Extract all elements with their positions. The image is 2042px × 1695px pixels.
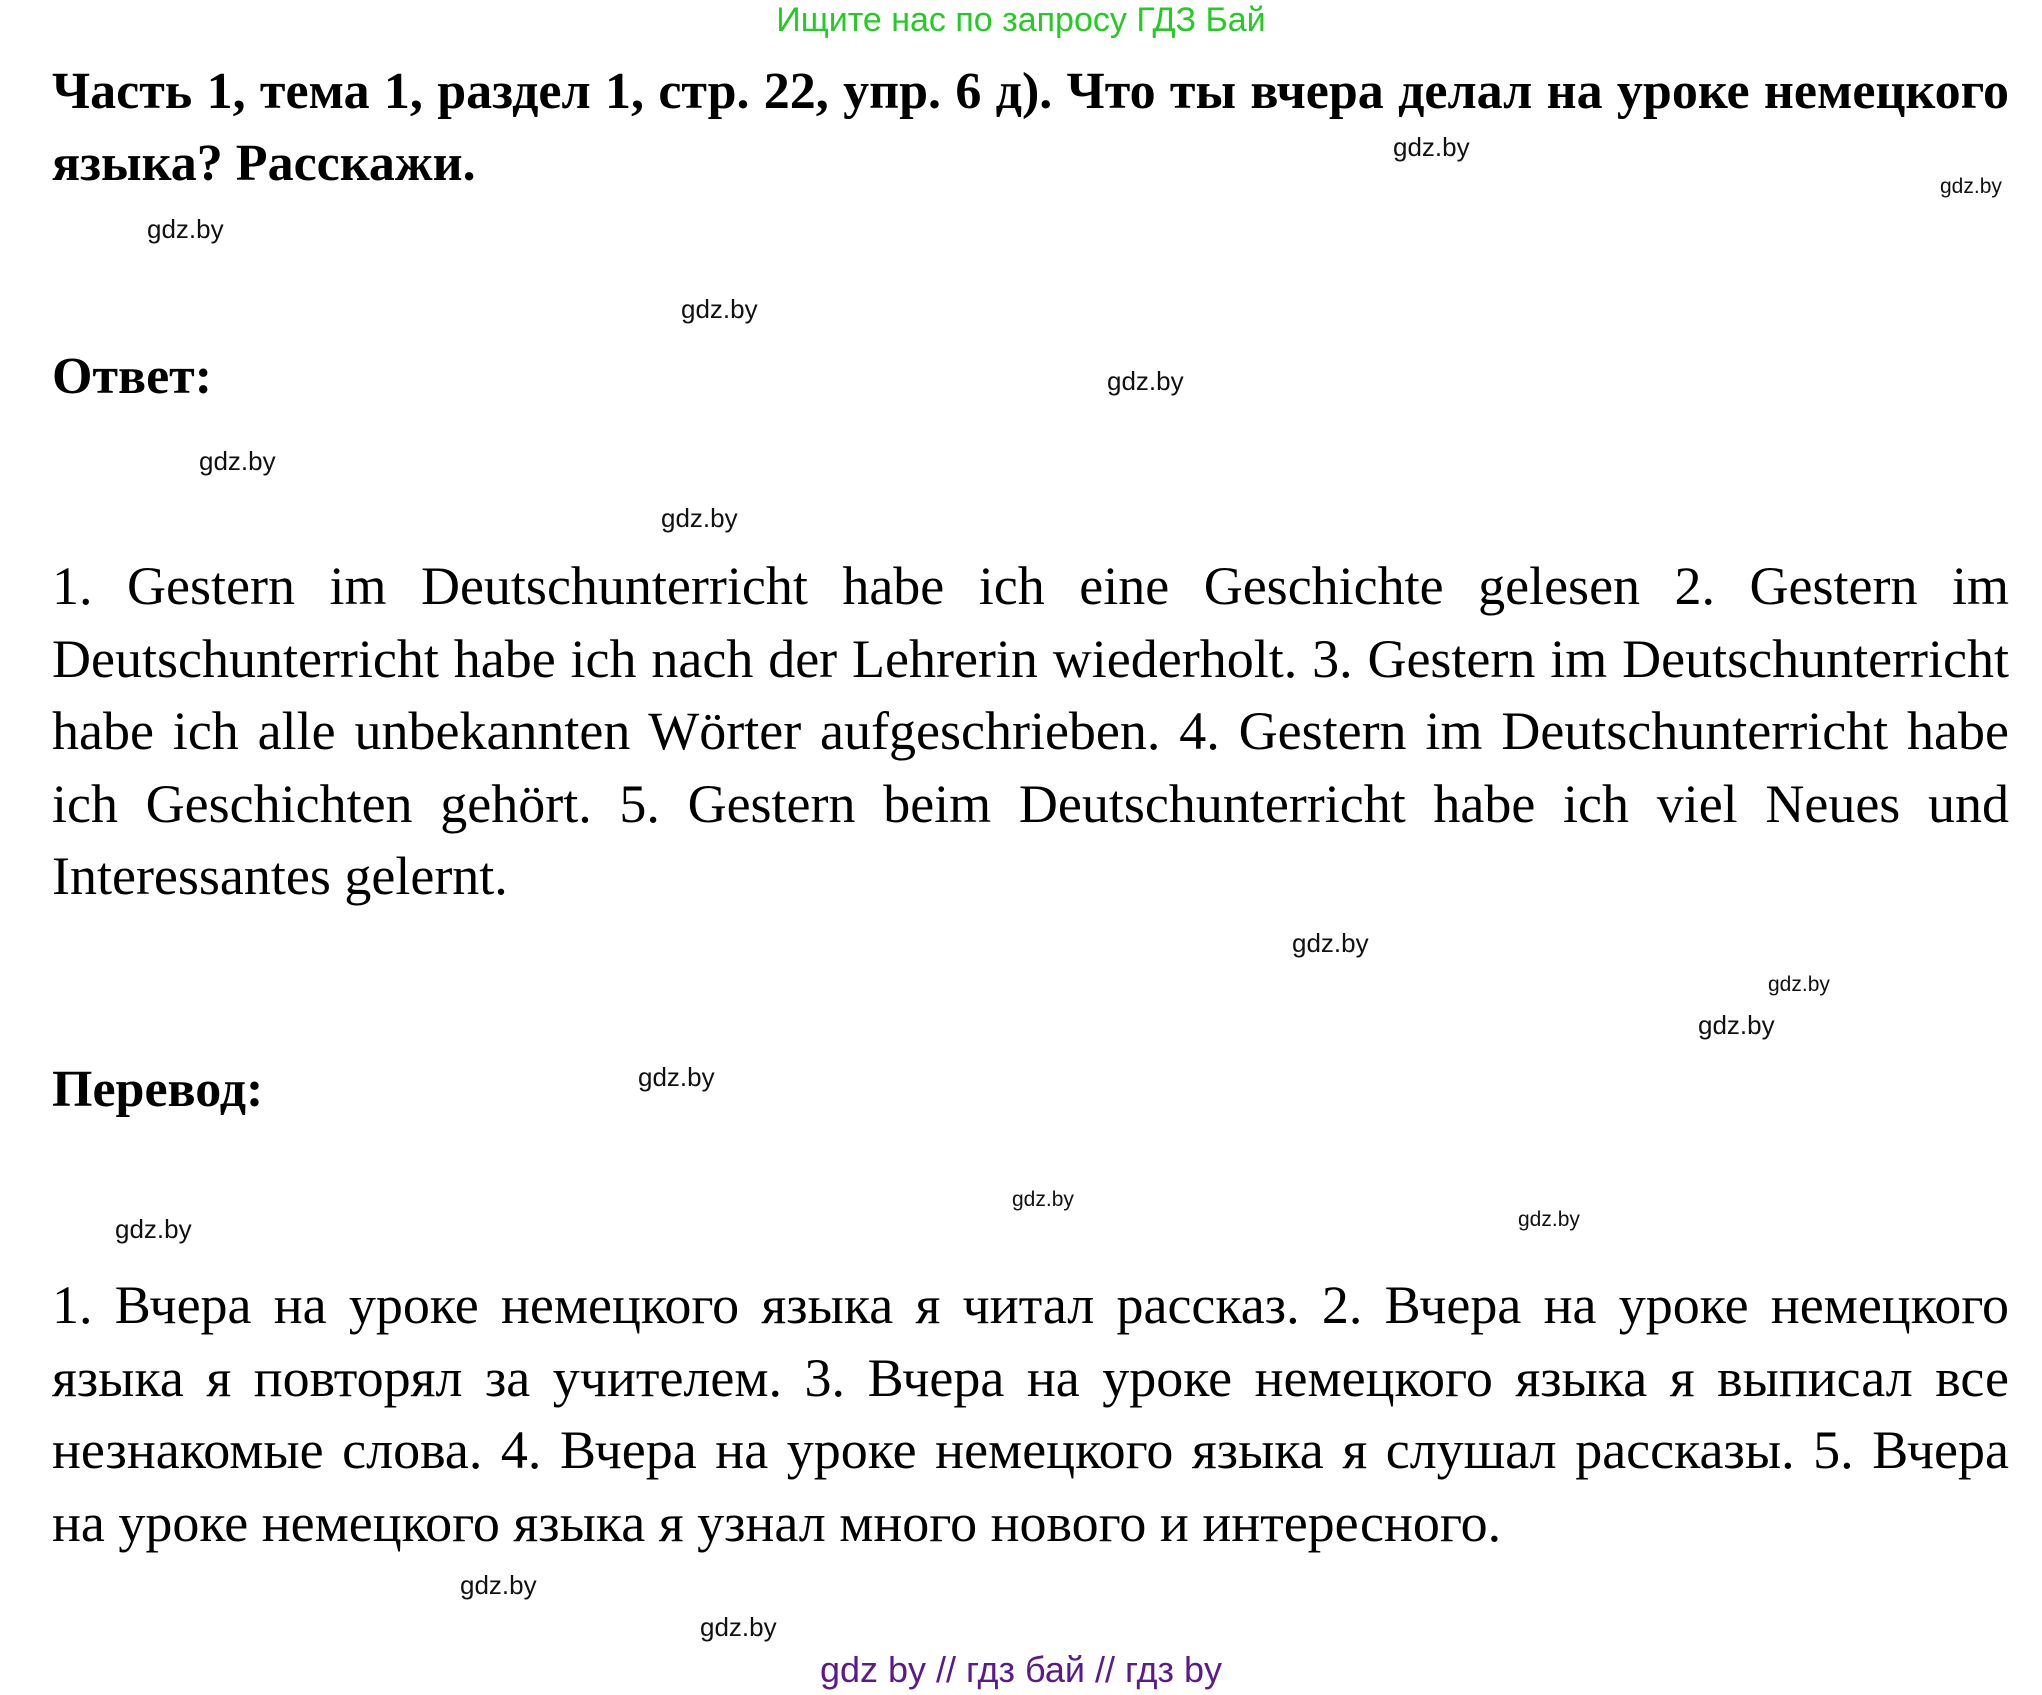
watermark: gdz.by xyxy=(1698,1010,1775,1040)
watermark: gdz.by xyxy=(1393,132,1470,162)
watermark: gdz.by xyxy=(681,294,758,324)
watermark: gdz.by xyxy=(1940,175,2002,198)
translation-heading: Перевод: xyxy=(52,1061,264,1118)
watermark: gdz.by xyxy=(661,503,738,533)
watermark: gdz.by xyxy=(638,1062,715,1092)
exercise-title: Часть 1, тема 1, раздел 1, стр. 22, упр. 6 д). Что ты вчера делал на уроке немецкого языка? Расскажи. xyxy=(52,63,2009,192)
watermark: gdz.by xyxy=(1107,366,1184,396)
watermark: gdz.by xyxy=(1012,1188,1074,1211)
answer-text: 1. Gestern im Deutschunterricht habe ich eine Geschichte gelesen 2. Gestern im Deutschunterricht habe ich nach der Lehrerin wiederholt. 3. Gestern im Deutschunterricht habe ich alle unbekannten Wörter aufgeschrieben. 4. Gestern im Deutschunterricht habe ich Geschichten gehört. 5. Gestern beim Deutschunterricht habe ich viel Neues und Interessantes gelernt. xyxy=(52,556,2009,906)
translation-text: 1. Вчера на уроке немецкого языка я читал рассказ. 2. Вчера на уроке немецкого языка я повторял за учителем. 3. Вчера на уроке немецкого языка я выписал все незнакомые слова. 4. Вчера на уроке немецкого языка я слушал рассказы. 5. Вчера на уроке немецкого языка я узнал много нового и интересного. xyxy=(52,1275,2009,1553)
answer-heading: Ответ: xyxy=(52,348,213,405)
watermark: gdz.by xyxy=(115,1214,192,1244)
watermark: gdz.by xyxy=(147,214,224,244)
footer-links: gdz by // гдз бай // гдз by xyxy=(819,1649,1223,1690)
watermark: gdz.by xyxy=(1768,973,1830,996)
watermark: gdz.by xyxy=(460,1570,537,1600)
watermark: gdz.by xyxy=(1292,928,1369,958)
watermark: gdz.by xyxy=(199,446,276,476)
watermark: gdz.by xyxy=(1518,1208,1580,1231)
search-banner: Ищите нас по запросу ГДЗ Бай xyxy=(776,1,1266,39)
watermark: gdz.by xyxy=(700,1612,777,1642)
